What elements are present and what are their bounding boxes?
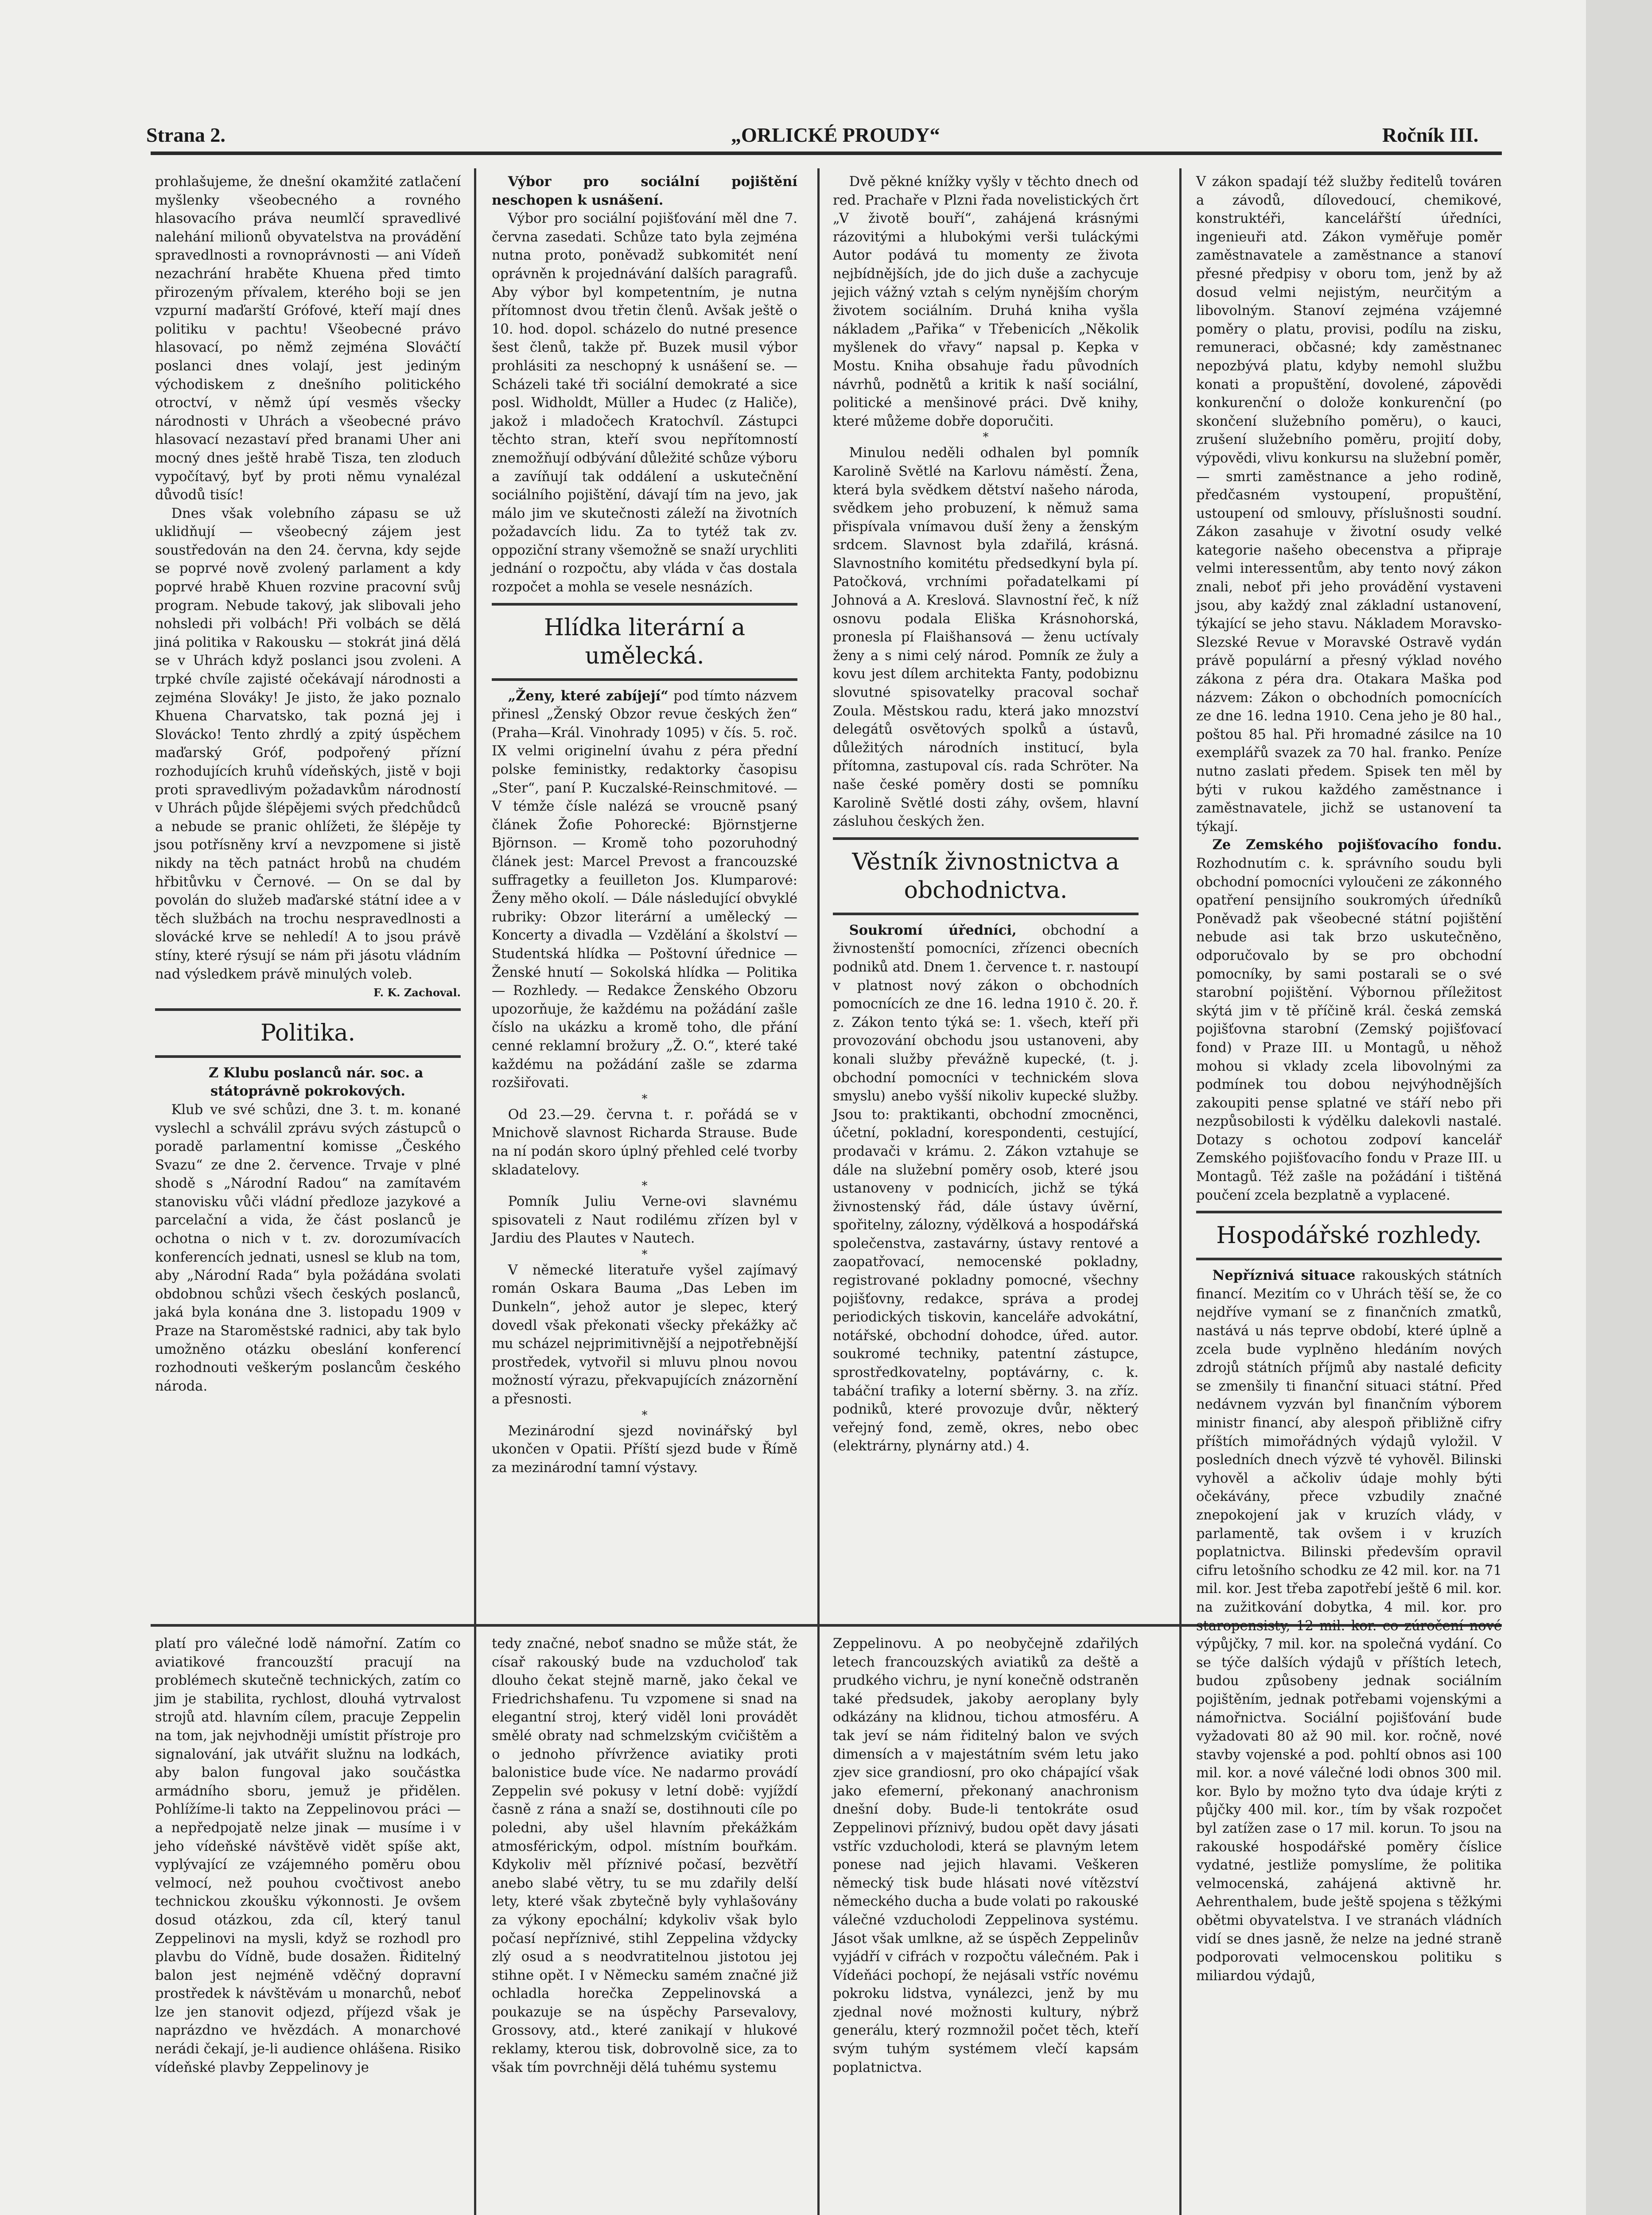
section-rule <box>833 913 1139 915</box>
article-headline: Výbor pro sociální pojištění neschopen k usnášení. <box>492 174 797 208</box>
article-text: V německé literatuře vyšel zajímavý román Oskara Bauma „Das Leben im Dunkeln“, jehož autor je slepec, který dovedl však překonati všecky překážky ač mu scházel nejprimitivnější a nejpotřebnější prostředek, vytvořil si mluvu plnou novou možností výrazu, překvapujících znázornění a přesnosti. <box>492 1262 797 1407</box>
column-1 <box>155 173 461 1617</box>
page-header <box>146 120 1506 151</box>
article-headline: Z Klubu poslanců nár. soc. a státoprávně pokrokových. <box>209 1065 424 1100</box>
article-text: Minulou neděli odhalen byl pomník Karolině Světlé na Karlovu náměstí. Žena, která byla svědkem dětství našeho národa, svědkem jeho probuzení, k němuž sama přispívala vnímavou duší ženy a ženským srdcem. Slavnost byla zdařilá, krásná. Slavnostního komitétu předsedkyní byla pí. Patočková, vrchními pořadatelkami pí Johnová a A. Kreslová. Slavnostní řeč, k níž osnovu podala Eliška Krásnohorská, pronesla pí Flaišhansová — ženu uctívaly ženy a s nimi celý národ. Pomník ze žuly a kovu jest dílem architekta Fanty, podobiznu slovutné spisovatelky pracoval sochař Zoula. Městskou radu, která jako mnozství delegátů osvětových spolků a ústavů, důležitých národních institucí, byla přítomna, zastupoval cís. rada Schröter. Na naše české poměry dosti se pomníku Karolině Světlé dosti záhy, ovšem, hlavní zásluhou českých žen. <box>833 445 1139 830</box>
article-text: Dnes však volebního zápasu se už uklidňují — všeobecný zájem jest soustředován na den 24. června, kdy sejde se poprvé nově zvolený parlament a kdy poprvé hrabě Khuen rozvine pracovní svůj program. Nebude takový, jak slibovali jeho nohsledi při volbách! Při volbách se dělá jiná politika v Rakousku — stokrát jiná dělá se v Uhrách když poslanci jsou zvoleni. A trpké chvíle zajisté očekávají národnosti a zejména Slováky! Je jisto, že jako poznalo Khuena Charvatsko, tak pozná jej i Slovácko! Tento zhrdlý a zpitý úspěchem maďarský Gróf, podpořený přízní rozhodujících kruhů vídeňských, jistě v boji proti spravedlivým požadavkům národností v Uhrách půjde šlépějemi svých předchůdců a nebude se pranic ohlížeti, že šlépěje ty jsou potřísněny krví a nevzpomene si jistě nikdy na těch patnáct hrobů na chudém hřbitůvku v Černové. — On se dal by povolán do služeb maďarské státní idee a v těch službách na trochu nespravedlnosti a slovácké krve se nehledí! A to jsou právě stíny, které rýsují se nám při jásotu vládním nad výsledkem právě minulých voleb. <box>155 505 461 982</box>
separator-star: * <box>641 1092 648 1106</box>
article-text: platí pro válečné lodě námořní. Zatím co aviatikové francouzští pracují na problémech skutečně technických, zatím co jim je stabilita, rychlost, dlouhá vytrvalost strojů atd. hlavním cílem, pracuje Zeppelin na tom, jak nejvhodněji umístit přístroje pro signalování, jak utvářit služnu na lodkách, aby balon fungoval jako součástka armádního sboru, jemuž je přidělen. Pohlížíme-li takto na Zeppelinovou práci — a nepředpojatě nelze jinak — musíme i v jeho vídeňské návštěvě vidět spíše akt, vyplývající ze vzájemného poměru obou velmocí, než pouhou cvočtivost anebo technickou zkoušku výkonnosti. Je ovšem dosud otázkou, zda cíl, který tanul Zeppelinovi na mysli, když se rozhodl pro plavbu do Vídně, bude dosažen. Řiditelný balon jest nejméně vděčný dopravní prostředek k návštěvám u monarchů, neboť lze jen stanovit odjezd, příjezd však je naprázdno ve hvězdách. A monarchové nerádi čekají, je-li audience ohlášena. Risiko vídeňské plavby Zeppelinovy je <box>155 1636 461 2075</box>
article-headline: Ze Zemského pojišťovacího fondu. <box>1212 837 1502 853</box>
column-2 <box>492 173 797 1617</box>
newspaper-title: „ORLICKÉ PROUDY“ <box>731 124 940 146</box>
article-headline: Soukromí úředníci, <box>849 922 1017 938</box>
volume-label: Ročník III. <box>1382 124 1479 146</box>
article-text: pod tímto názvem přinesl „Ženský Obzor revue českých žen“ (Praha—Král. Vinohrady 1095) v čís. 5. roč. IX velmi originelní úvahu z péra přední polske feministky, redaktorky časopisu „Ster“, paní P. Kuczalské-Reinschmitové. — V témže čísle nalézá se vroucně psaný článek Žofie Pohorecké: Björnstjerne Björnson. — Kromě toho pozoruhodný článek jest: Marcel Prevost a francouzské suffragetky a feuilleton Jos. Klumparové: Ženy měho okolí. — Dále následující obvyklé rubriky: Obzor literární a umělecký — Koncerty a divadla — Vzdělání a školství — Studentská hlídka — Poštovní úřednice — Ženské hnutí — Sokolská hlídka — Politika — Rozhledy. — Redakce Ženského Obzoru upozorňuje, že každému na požádání zašle číslo na ukázku a kromě toho, dle přání cenné reklamní brožury „Ž. O.“, které také každému na požádání zašle se zdarma rozšiřovati. <box>492 688 798 1091</box>
section-title-politika: Politika. <box>260 1019 356 1046</box>
column-4 <box>1196 173 1502 1984</box>
article-text: Výbor pro sociální pojišťování měl dne 7. června zasedati. Schůze tato byla zejména nutna proto, poněvadž subkomitét není oprávněn k projednávání dalších paragrafů. Aby výbor byl kompetentním, je nutna přítomnost dvou třetin členů. Avšak ještě o 10. hod. dopol. scházelo do nutné presence šest členů, takže př. Buzek musil výbor prohlásiti za neschopný k usnášení se. — Scházeli také tři sociální demokraté a sice posl. Widholdt, Müller a Hudec (z Haliče), jakož i mladočech Kratochvíl. Zástupci těchto stran, kteří svou nepřítomností znemožňují odbývání důležité schůze výboru a zavíňují tak oddálení a uskutečnění sociálního pojištění, dávají tím na jevo, jak málo jim ve skutečnosti záleží na životních požadavcích lidu. Za to tytéž tak zv. oppoziční strany všemožně se snaží urychliti jednání o rozpočtu, aby vláda v čas dostala rozpočet a mohla se vesele nesnázích. <box>492 211 797 595</box>
section-title-vestnik: Věstník živnostnictva a obchodnictva. <box>852 848 1119 904</box>
bottom-column-1 <box>155 1635 461 2215</box>
article-headline: Nepříznivá situace <box>1212 1267 1356 1284</box>
separator-star: * <box>641 1179 648 1193</box>
author-signature: F. K. Zachoval. <box>373 986 461 999</box>
article-text: Rozhodnutím c. k. správního soudu byli obchodní pomocníci vyloučeni ze zákonného opatření pensijního soukromých úředníků Poněvadž pak všeobecné státní pojištění nebude asi tak brzo uskutečněno, odporučovalo by se pro obchodní pomocníky, by sami postarali se o své starobní pojištění. Výbornou příležitost skýtá jim v tě příčině král. česká zemská pojišťovna starobní (Zemský pojišťovací fond) v Praze III. u Montagů, u něhož mohou si vklady zcela libovolnými za podmínek tou dobou nejvýhodnějších zakoupiti pense splatné ve stáří nebo při nezpůsobilosti k výdělku dalekovli nastalé. Dotazy s ochotou zodpoví kancelář Zemského pojišťovacího fondu v Praze III. u Montagů. Též zašle na požádání i tištěná poučení zcela bezplatně a vyplacené. <box>1196 855 1502 1203</box>
column-divider <box>1179 168 1182 2215</box>
header-rule <box>151 152 1502 155</box>
separator-star: * <box>983 431 989 444</box>
column-divider <box>817 168 820 2215</box>
separator-star: * <box>641 1408 648 1422</box>
article-text: Klub ve své schůzi, dne 3. t. m. konané vyslechl a schválil zprávu svých zástupců o poradě parlamentní komisse „Českého Svazu“ ze dne 2. července. Trvaje v plné shodě s „Národní Radou“ na zamítavém stanovisku vůči vládní předloze jazykové a parcelační a vida, že část poslanců je ochotna o nich v t. zv. dorozumívacích konferencích jednati, usnesl se klub na tom, aby „Národní Rada“ byla požádána svolati obdobnou schůzi všech českých poslanců, jaká byla konána dne 3. listopadu 1909 v Praze na Staroměstské radnici, aby tak bylo umožněno otázku obeslání konferencí rozhodnouti veškerým poslancům českého národa. <box>155 1102 461 1394</box>
article-text: rakouských státních financí. Mezitím co v Uhrách těší se, že co nejdříve vymaní se z finančních zmatků, nastává u nás teprve období, které úplně a zcela bude vyplněno hledáním nových zdrojů státních příjmů aby nastalé deficity se zmenšily ti finanční situaci státní. Před nedávnem vyzván byl finančním výborem ministr financí, aby alespoň přibližně cifry příštích mimořádných výdajů vyložil. V posledních dnech výzvě té vyhověl. Bilinski vyhověl a ačkoliv údaje mohly býti očekávány, přece vzbudily značné znepokojení jak v kruzích vlády, v parlamentě, tak ovšem i v kruzích poplatnictva. Bilinski především opravil cifru letošního schodku ze 42 mil. kor. na 71 mil. kor. Jest třeba zapotřebí ještě 6 mil. kor. na zužitkování dobytka, 4 mil. kor. pro staropensisty, 12 mil. kor. co zúročení nové výpůjčky, 7 mil. kor. na společná vydání. Co se týče dalších výdajů v příštích letech, budou způsobeny jednak sociálním pojištěním, jednak potřebami vojenskými a námořnictva. Sociální pojišťování bude vyžadovati 80 až 90 mil. kor. ročně, nové stavby vojenské a pod. pohltí obnos asi 100 mil. kor. a nové válečné lodi obnos 300 mil. kor. Bylo by možno tyto dva údaje krýti z půjčky 400 mil. kor., tím by však rozpočet byl zatížen zase o 17 mil. korun. To jsou na rakouské hospodářské poměry číslice vydatné, jestliže pomyslíme, že politika velmocenská, zahájená aktivně hr. Aehrenthalem, bude ještě spojena s těžkými obětmi obyvatelstva. I ve stranách vládních vidí se dnes jasně, že nelze na jedné straně podporovati velmocenskou politiku s miliardou výdajů, <box>1196 1268 1502 1984</box>
section-rule <box>492 678 797 681</box>
section-title-hlidka: Hlídka literární a umělecká. <box>544 614 746 669</box>
article-text: Mezinárodní sjezd novinářský byl ukončen v Opatii. Příští sjezd bude v Římě za mezinárodní tamní výstavy. <box>492 1423 797 1476</box>
bottom-column-2 <box>492 1635 797 2215</box>
section-rule <box>1196 1258 1502 1260</box>
separator-star: * <box>641 1247 648 1261</box>
article-text: Pomník Juliu Verne-ovi slavnému spisovateli z Naut rodilému zřízen byl v Jardiu des Plautes v Nautech. <box>492 1194 797 1247</box>
section-rule <box>155 1055 461 1058</box>
scan-margin <box>1586 0 1652 2215</box>
column-3 <box>833 173 1139 1617</box>
article-text: Zeppelinovu. A po neobyčejně zdařilých letech francouzských aviatiků za deště a prudkého vichru, je nyní konečně odstraněn také předsudek, jakoby aeroplany byly odkázány na klidnou, tichou atmosféru. A tak jeví se nám řiditelný balon ve svých dimensích a v majestátním svém letu jako zjev sice grandiosní, pro oko chápající však jako efemerní, překonaný anachronism dnešní doby. Bude-li tentokráte osud Zeppelinovi příznivý, budou opět davy jásati vstříc vzducholodi, která se plavným letem ponese nad jejich hlavami. Veškeren německý tisk bude hlásati nové vítězství německého ducha a bude volati po rakouské válečné vzducholodi Zeppelinova systému. Jásot však umlkne, až se úspěch Zeppelinův vyjádří v cifrách v rozpočtu válečném. Pak i Vídeňáci pochopí, že nejásali vstříc novému pokroku lidstva, vynálezci, jenž by mu zjednal nové možnosti kultury, nýbrž generálu, který rozmnožil počet těch, kteří svým tuhým systémem vlečí kapsám poplatnictva. <box>833 1636 1139 2075</box>
article-text: prohlašujeme, že dnešní okamžité zatlačení myšlenky všeobecného a rovného hlasovacího práva neumlčí spravedlivé nalehání milionů obyvatelstva na provádění spravedlnosti a rovnoprávnosti — ani Vídeň nezachrání hraběte Khuena před timto přirozeným přívalem, kterého boji se jen vzpurní maďarští Grófové, kteří mají dnes politiku v pachtu! Všeobecné právo hlasovací, po němž zejména Slováčtí poslanci dnes volají, jest jediným východiskem z dnešního politického otroctví, v němž úpí vesměs všecky národnosti v Uhrách a všeobecné právo hlasovací nezastaví před branami Uher ani mocný dnes ještě hrabě Tisza, ten zloduch vypočítavý, byť by proti němu vynalézal důvodů tisíc! <box>155 174 461 503</box>
column-divider <box>474 168 476 2215</box>
article-headline: „Ženy, které zabíjejí“ <box>508 688 669 704</box>
article-text: V zákon spadají též služby ředitelů továren a závodů, dílovedoucí, chemikové, konstruktéři, kancelářští úředníci, ingenieuři atd. Zákon vyměřuje poměr zaměstnavatele a zaměstnance a stanoví přesné předpisy v oboru tom, jenž by až dosud velmi nejistým, neurčitým a libovolným. Stanoví zejména vzájemné poměry o platu, provisi, podílu na zisku, remuneraci, občasné; kdy zaměstnanec nepozbývá platu, kdyby nemohl službu konati a propuštění, dovolené, zápovědi konkurenční o dolože konkurenční (po skončení služebního poměru), o kauci, zrušení služebního poměru, projití doby, výpovědi, vlivu konkursu na služební poměr, — smrti zaměstnance a jeho rodině, předčasném vystoupení, propuštění, ustoupení od smlouvy, příslušnosti soudní. Zákon zasahuje v životní osudy velké kategorie našeho obecenstva a připraje velmi interessentům, aby tento nový zákon znali, neboť při jeho provádění vystaveni jsou, aby každý znal základní ustanovení, týkající se jeho stavu. Nákladem Moravsko-Slezské Revue v Moravské Ostravě vydán právě populární a přesný výklad nového zákona z péra dra. Otakara Maška pod názvem: Zákon o obchodních pomocnících ze dne 16. ledna 1910. Cena jeho je 80 hal., poštou 85 hal. Při hromadné zásilce na 10 exemplářů svazek za 70 hal. franko. Peníze nutno zaslati předem. Spisek ten měl by býti v rukou každého zaměstnance i zaměstnavatele, jichž se ustanovení ta týkají. <box>1196 174 1502 835</box>
section-title-hospodarske: Hospodářské rozhledy. <box>1216 1222 1482 1249</box>
article-text: tedy značné, neboť snadno se může stát, že císař rakouský bude na vzducholoď tak dlouho čekat stejně marně, jako čekal ve Friedrichshafenu. Tu vzpomene si snad na elegantní stroj, který viděl loni provádět smělé obraty nad schmelzským cvičištěm a o jednoho přívržence aviatiky proti balonistice bude více. Ne nadarmo provádí Zeppelin své pokusy v letní době: vyjíždí časně z rána a snaží se, dostihnouti cíle po poledni, aby ušel hlavním překážkám atmosférickým, odpol. místním bouřkám. Kdykoliv měl příznivé počasí, bezvětří anebo slabé větry, tu se mu zdařily delší lety, které však zbytečně byly vyhlašovány za výkony epochální; kdykoliv však bylo počasí nepříznivé, stihl Zeppelina vždycky zlý osud a s neodvratitelnou jistotou jej stihne opět. I v Německu samém značné již ochladla horečka Zeppelinovská a poukazuje se na úspěchy Parsevalovy, Grossovy, atd., které zanikají v hlukové reklamy, kterou tisk, dobrovolně sice, za to však tím povrchněji dělá tuhému systemu <box>492 1636 797 2075</box>
bottom-column-3 <box>833 1635 1139 2215</box>
article-text: Od 23.—29. června t. r. pořádá se v Mnichově slavnost Richarda Strause. Bude na ní podán skoro úplný přehled celé tvorby skladatelovy. <box>492 1107 797 1178</box>
article-text: Dvě pěkné knížky vyšly v těchto dnech od red. Prachaře v Plzni řada novelistických črt „V životě bouří“, zahájená krásnými rázovitými a hlubokými verši tuláckými Autor podává tu momenty ze života nejbídnějších, jde do jich duše a zachycuje jejich vážný vztah s celým nynějším chorým životem sociálním. Druhá kniha vyšla nákladem „Pařika“ v Třebenicích „Několik myšlenek do vřavy“ napsal p. Kepka v Mostu. Kniha obsahuje řadu původních návrhů, podnětů a kritik k naší sociální, politické a menšinové práci. Dvě knihy, které můžeme dobře doporučiti. <box>833 174 1139 429</box>
page-number: Strana 2. <box>146 124 225 146</box>
article-text: obchodní a živnostenští pomocníci, zřízenci obecních podniků atd. Dnem 1. července t. r. nastoupí v platnost nový zákon o obchodních pomocnících ze dne 16. ledna 1910 č. 20. ř. z. Zákon tento týká se: 1. všech, kteří při provozování obchodu jsou ustanoveni, aby konali služby převážně kupecké, (t. j. obchodní pomocníci v technickém slova smyslu) anebo vyšší nikoliv kupecké služby. Jsou to: praktikanti, obchodní zmocněnci, účetní, pokladní, korespondenti, cestující, prodavači v krámu. 2. Zákon vztahuje se dále na služební poměry osob, které jsou ustanoveny v podnicích, jichž se týká živnostenský řád, dále ústavy úvěrní, spořitelny, zálozny, výdělková a hospodářská společenstva, zastavárny, ústavy rentové a zaopatřovací, nemocenské pokladny, registrované pokladny pomocné, všechny pojišťovny, redakce, správa a prodej periodických tiskovin, kanceláře advokátní, notářské, obchodní dohodce, úřed. autor. soukromé techniky, patentní zástupce, sprostředkovatelny, poptávárny, c. k. tabáční trafiky a loterní sběrny. 3. na zříz. podniků, které provozuje dvůr, některý veřejný fond, země, okres, nebo obec (elektrárny, plynárny atd.) 4. <box>833 922 1139 1454</box>
